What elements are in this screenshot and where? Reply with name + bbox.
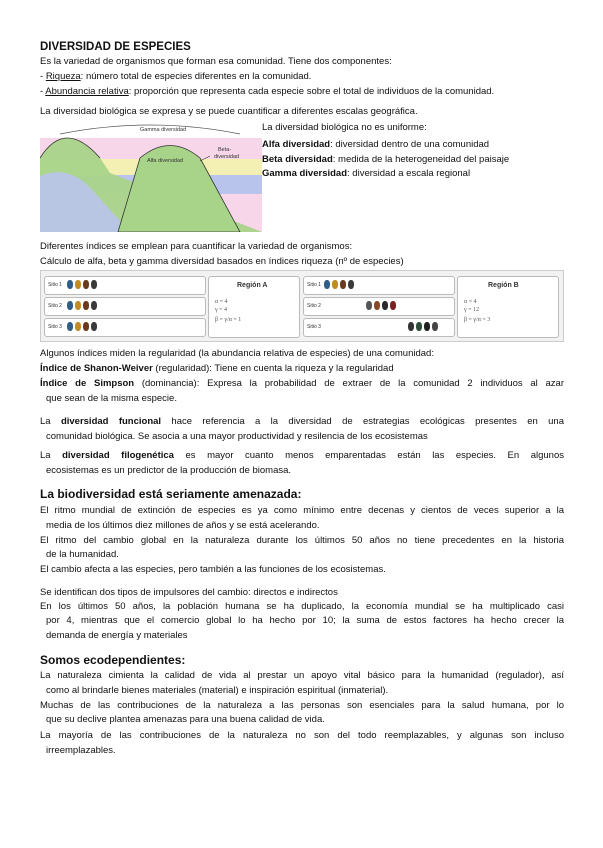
filogenetica-post: es mayor cuanto menos emparentadas están las especies. En algunos <box>173 450 564 461</box>
not-uniform-line: La diversidad biológica no es uniforme: <box>262 122 427 133</box>
intro-line: Es la variedad de organismos que forman esa comunidad. Tiene dos componentes: <box>40 56 392 67</box>
simpson-def: (dominancia): Expresa la probabilidad de extraer de la comunidad 2 individuos al azar <box>134 378 564 389</box>
region-a-alpha: α = 4 <box>215 299 228 305</box>
eco-p2: Muchas de las contribuciones de la naturaleza a las personas son esenciales para la salud humana, por lo <box>40 700 564 711</box>
beta-term: Beta diversidad <box>262 154 333 165</box>
amenazada-heading: La biodiversidad está seriamente amenazada: <box>40 487 302 501</box>
site-label: Sitio 2 <box>48 303 62 309</box>
funcional-line-2: comunidad biológica. Se asocia a una mayor productividad y resilencia de los ecosistemas <box>46 431 428 442</box>
site-label: Sitio 1 <box>48 282 62 288</box>
site-label: Sitio 1 <box>307 282 321 288</box>
filogenetica-line-2: ecosistemas es un predictor de la producción de biomasa. <box>46 465 292 476</box>
region-a-title: Región A <box>237 282 268 289</box>
shannon-term: Índice de Shanon-Weiver <box>40 363 153 374</box>
site-label: Sitio 3 <box>48 324 62 330</box>
gamma-line <box>262 168 470 180</box>
amenazada-p5: En los últimos 50 años, la población humana se ha duplicado, la economía mundial se ha multiplicado casi <box>40 601 564 612</box>
shannon-def: (regularidad): Tiene en cuenta la riqueza y la regularidad <box>152 363 394 374</box>
eco-p1-2: como al brindarle bienes materiales (material) e inspiración espiritual (inmaterial). <box>46 685 389 696</box>
beta-line <box>262 154 509 166</box>
eco-p3: La mayoría de las contribuciones de la naturaleza no son del todo reemplazables, y algunas son incluso <box>40 730 564 741</box>
simpson-line-2: que sean de la misma especie. <box>46 393 177 404</box>
beta-diversity-label-2: diversidad <box>214 154 240 160</box>
amenazada-p4: Se identifican dos tipos de impulsores del cambio: directos e indirectos <box>40 587 338 598</box>
ecodependientes-heading: Somos ecodependientes: <box>40 653 186 667</box>
amenazada-p5-2: por 4, mientras que el comercio global lo ha hecho por 10; la suma de estos factores ha hecho crecer la <box>46 615 564 626</box>
funcional-term: diversidad funcional <box>60 416 162 427</box>
riqueza-line: - Riqueza: número total de especies diferentes en la comunidad. <box>40 71 312 82</box>
alfa-diversity-label: Alfa diversidad <box>147 158 184 164</box>
gamma-term: Gamma diversidad <box>262 168 348 179</box>
funcional-pre: La <box>40 416 61 427</box>
region-a-site-1 <box>44 276 206 295</box>
shannon-line <box>40 363 394 375</box>
gamma-diversity-label: Gamma diversidad <box>140 127 187 133</box>
region-b-alpha: α = 4 <box>464 299 477 305</box>
amenazada-p2: El ritmo del cambio global en la naturaleza durante los últimos 50 años no tiene precedentes en la historia <box>40 535 564 546</box>
indices-line-2: Cálculo de alfa, beta y gamma diversidad basados en índices riqueza (nº de especies) <box>40 256 404 267</box>
filogenetica-line <box>40 450 564 462</box>
escalas-line: La diversidad biológica se expresa y se puede cuantificar a diferentes escalas geográfica. <box>40 106 418 117</box>
regularidad-intro: Algunos índices miden la regularidad (la abundancia relativa de especies) de una comunidad: <box>40 348 434 359</box>
page-title: DIVERSIDAD DE ESPECIES <box>40 41 191 53</box>
indices-line-1: Diferentes índices se emplean para cuantificar la variedad de organismos: <box>40 241 353 252</box>
region-a-gamma: γ = 4 <box>215 307 228 313</box>
eco-p1: La naturaleza cimienta la calidad de vida al prestar un apoyo vital básico para la humanidad (regulador), así <box>40 670 564 681</box>
beta-diversity-label-1: Beta- <box>218 147 232 153</box>
region-b-site-3 <box>303 318 455 337</box>
region-a-site-2 <box>44 297 206 316</box>
alfa-def: : diversidad dentro de una comunidad <box>330 139 490 150</box>
simpson-term: Índice de Simpson <box>40 378 135 389</box>
diversity-scales-figure <box>40 118 262 232</box>
amenazada-p5-3: demanda de energía y materiales <box>46 630 188 641</box>
region-figure <box>40 270 564 342</box>
riqueza-term: Riqueza <box>45 71 81 82</box>
filogenetica-pre: La <box>40 450 63 461</box>
abundancia-line: - Abundancia relativa: proporción que representa cada especie sobre el total de individuos de la comunidad. <box>40 86 495 97</box>
region-b-summary <box>457 276 559 338</box>
amenazada-p1-2: media de los últimos diez millones de años y se está acelerando. <box>46 520 320 531</box>
alfa-term: Alfa diversidad <box>262 139 331 150</box>
abundancia-term: Abundancia relativa <box>45 86 129 97</box>
simpson-line <box>40 378 564 390</box>
region-b-beta: β = γ/α = 3 <box>464 317 491 323</box>
riqueza-def: : número total de especies diferentes en la comunidad. <box>80 71 312 82</box>
filogenetica-term: diversidad filogenética <box>62 450 174 461</box>
abundancia-def: : proporción que representa cada especie sobre el total de individuos de la comunidad. <box>128 86 495 97</box>
alfa-line <box>262 139 489 151</box>
site-label: Sitio 2 <box>307 303 321 309</box>
region-b-gamma: γ = 12 <box>464 307 480 313</box>
region-b-title: Región B <box>488 282 519 289</box>
region-b-site-1 <box>303 276 455 295</box>
region-a-summary <box>208 276 300 338</box>
eco-p3-2: irreemplazables. <box>46 745 116 756</box>
beta-def: : medida de la heterogeneidad del paisaje <box>332 154 510 165</box>
gamma-def: : diversidad a escala regional <box>347 168 471 179</box>
site-label: Sitio 3 <box>307 324 321 330</box>
eco-p2-2: que su declive plantea amenazas para una buena calidad de vida. <box>46 714 325 725</box>
amenazada-p1: El ritmo mundial de extinción de especies es ya como mínimo entre decenas y cientos de veces superior a la <box>40 505 564 516</box>
region-a-site-3 <box>44 318 206 337</box>
amenazada-p3: El cambio afecta a las especies, pero también a las funciones de los ecosistemas. <box>40 564 386 575</box>
funcional-post: hace referencia a la diversidad de estrategias ecológicas presentes en una <box>161 416 564 427</box>
region-a-beta: β = γ/α = 1 <box>215 317 242 323</box>
amenazada-p2-2: de la humanidad. <box>46 549 119 560</box>
funcional-line <box>40 416 564 428</box>
region-b-site-2 <box>303 297 455 316</box>
